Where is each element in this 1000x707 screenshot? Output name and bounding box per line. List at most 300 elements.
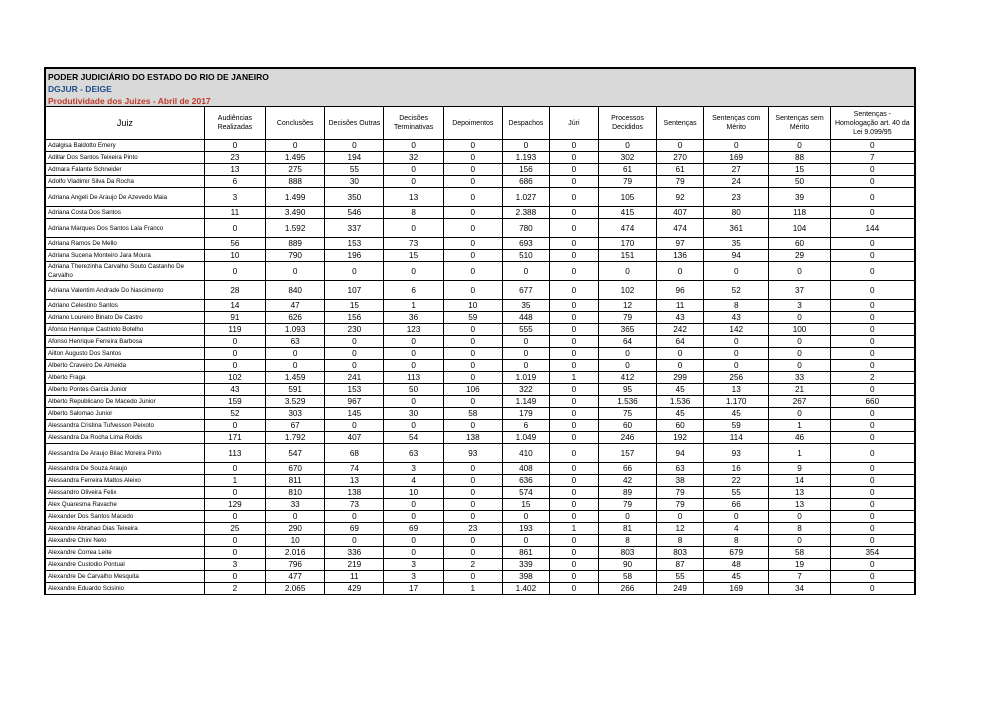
value-cell: 0 [443,219,502,238]
value-cell: 8 [598,535,656,547]
value-cell: 46 [769,432,830,444]
value-cell: 8 [769,523,830,535]
value-cell: 0 [549,188,598,207]
value-cell: 322 [502,384,549,396]
value-cell: 1.592 [266,219,325,238]
value-cell: 63 [384,444,443,463]
column-header: Audiências Realizadas [204,107,265,140]
value-cell: 811 [266,475,325,487]
value-cell: 11 [204,207,265,219]
value-cell: 170 [598,238,656,250]
value-cell: 13 [769,499,830,511]
value-cell: 0 [204,420,265,432]
value-cell: 0 [443,571,502,583]
value-cell: 0 [598,511,656,523]
value-cell: 43 [704,312,769,324]
value-cell: 113 [384,372,443,384]
value-cell: 56 [204,238,265,250]
value-cell: 686 [502,176,549,188]
value-cell: 0 [657,360,704,372]
value-cell: 407 [325,432,384,444]
table-row [45,475,915,487]
value-cell: 11 [325,571,384,583]
value-cell: 2 [830,372,915,384]
value-cell: 142 [704,324,769,336]
value-cell: 415 [598,207,656,219]
value-cell: 151 [598,250,656,262]
value-cell: 55 [704,487,769,499]
value-cell: 0 [769,360,830,372]
value-cell: 30 [384,408,443,420]
value-cell: 0 [325,336,384,348]
value-cell: 0 [769,336,830,348]
judge-name-cell: Adriana Marques Dos Santos Laia Franco [45,219,204,238]
value-cell: 0 [204,348,265,360]
table-row [45,238,915,250]
value-cell: 194 [325,152,384,164]
table-row [45,384,915,396]
value-cell: 13 [204,164,265,176]
table-row [45,219,915,238]
value-cell: 80 [704,207,769,219]
value-cell: 0 [830,408,915,420]
judge-name-cell: Ailton Augusto Dos Santos [45,348,204,360]
value-cell: 23 [443,523,502,535]
value-cell: 106 [443,384,502,396]
value-cell: 136 [657,250,704,262]
value-cell: 2 [204,583,265,595]
value-cell: 61 [598,164,656,176]
judge-name-cell: Adriana Costa Dos Santos [45,207,204,219]
judge-name-cell: Adriana Ramos De Mello [45,238,204,250]
judge-name-cell: Afonso Henrique Ferreira Barbosa [45,336,204,348]
value-cell: 2.388 [502,207,549,219]
value-cell: 0 [830,176,915,188]
judge-name-cell: Adriano Loureiro Binato De Castro [45,312,204,324]
judge-name-cell: Adriana Valentim Andrade Do Nascimento [45,281,204,300]
value-cell: 1 [443,583,502,595]
value-cell: 6 [502,420,549,432]
value-cell: 0 [502,336,549,348]
value-cell: 0 [657,140,704,152]
value-cell: 6 [384,281,443,300]
value-cell: 17 [384,583,443,595]
value-cell: 45 [704,571,769,583]
value-cell: 398 [502,571,549,583]
value-cell: 780 [502,219,549,238]
value-cell: 3 [384,571,443,583]
value-cell: 693 [502,238,549,250]
value-cell: 35 [502,300,549,312]
value-cell: 45 [657,384,704,396]
value-cell: 1.093 [266,324,325,336]
value-cell: 8 [704,300,769,312]
value-cell: 58 [769,547,830,559]
value-cell: 0 [443,250,502,262]
value-cell: 0 [830,523,915,535]
column-header: Sentenças - Homologação art. 40 da Lei 9.099/95 [830,107,915,140]
value-cell: 0 [204,336,265,348]
table-row [45,559,915,571]
value-cell: 66 [598,463,656,475]
value-cell: 0 [384,164,443,176]
value-cell: 19 [769,559,830,571]
value-cell: 0 [549,152,598,164]
table-body [45,140,915,595]
value-cell: 0 [502,348,549,360]
column-header: Decisões Outras [325,107,384,140]
table-row [45,300,915,312]
table-row [45,372,915,384]
value-cell: 0 [502,535,549,547]
value-cell: 410 [502,444,549,463]
value-cell: 8 [384,207,443,219]
value-cell: 0 [443,372,502,384]
value-cell: 73 [325,499,384,511]
value-cell: 0 [204,360,265,372]
value-cell: 299 [657,372,704,384]
value-cell: 0 [830,499,915,511]
value-cell: 0 [830,250,915,262]
value-cell: 1.149 [502,396,549,408]
value-cell: 3.529 [266,396,325,408]
value-cell: 0 [204,463,265,475]
value-cell: 0 [443,152,502,164]
value-cell: 8 [657,535,704,547]
value-cell: 63 [266,336,325,348]
value-cell: 59 [704,420,769,432]
value-cell: 38 [657,475,704,487]
value-cell: 64 [657,336,704,348]
value-cell: 0 [549,444,598,463]
value-cell: 7 [769,571,830,583]
value-cell: 0 [830,336,915,348]
judge-name-cell: Alexander Dos Santos Macedo [45,511,204,523]
value-cell: 34 [769,583,830,595]
value-cell: 0 [549,408,598,420]
value-cell: 100 [769,324,830,336]
value-cell: 39 [769,188,830,207]
value-cell: 0 [443,396,502,408]
value-cell: 1.499 [266,188,325,207]
value-cell: 0 [443,487,502,499]
judge-name-cell: Alessandra Cristina Tufvesson Peixoto [45,420,204,432]
value-cell: 60 [598,420,656,432]
value-cell: 0 [443,511,502,523]
value-cell: 0 [384,547,443,559]
value-cell: 0 [443,324,502,336]
value-cell: 64 [598,336,656,348]
value-cell: 0 [443,547,502,559]
value-cell: 2.065 [266,583,325,595]
value-cell: 636 [502,475,549,487]
value-cell: 0 [443,281,502,300]
value-cell: 246 [598,432,656,444]
value-cell: 336 [325,547,384,559]
value-cell: 0 [502,140,549,152]
value-cell: 0 [549,360,598,372]
value-cell: 1.170 [704,396,769,408]
value-cell: 118 [769,207,830,219]
value-cell: 10 [443,300,502,312]
value-cell: 1.459 [266,372,325,384]
value-cell: 591 [266,384,325,396]
value-cell: 0 [204,571,265,583]
value-cell: 0 [769,348,830,360]
value-cell: 0 [704,140,769,152]
value-cell: 42 [598,475,656,487]
value-cell: 50 [384,384,443,396]
judge-name-cell: Alexandre Eduardo Scisinio [45,583,204,595]
value-cell: 169 [704,583,769,595]
value-cell: 474 [598,219,656,238]
value-cell: 0 [384,396,443,408]
value-cell: 0 [549,511,598,523]
value-cell: 33 [769,372,830,384]
value-cell: 0 [549,207,598,219]
value-cell: 113 [204,444,265,463]
value-cell: 73 [384,238,443,250]
judge-name-cell: Alexandre De Carvalho Mesquita [45,571,204,583]
value-cell: 0 [549,140,598,152]
value-cell: 27 [704,164,769,176]
value-cell: 0 [204,487,265,499]
value-cell: 0 [443,420,502,432]
table-row [45,312,915,324]
value-cell: 256 [704,372,769,384]
value-cell: 97 [657,238,704,250]
value-cell: 93 [443,444,502,463]
value-cell: 219 [325,559,384,571]
value-cell: 15 [502,499,549,511]
value-cell: 23 [204,152,265,164]
value-cell: 0 [549,463,598,475]
value-cell: 37 [769,281,830,300]
value-cell: 474 [657,219,704,238]
value-cell: 0 [704,336,769,348]
value-cell: 79 [598,499,656,511]
judge-name-cell: Adriano Celestino Santos [45,300,204,312]
value-cell: 96 [657,281,704,300]
value-cell: 47 [266,300,325,312]
value-cell: 94 [657,444,704,463]
value-cell: 0 [830,312,915,324]
judge-name-cell: Alessandra De Araujo Bilac Moreira Pinto [45,444,204,463]
value-cell: 58 [598,571,656,583]
column-header: Processos Decididos [598,107,656,140]
value-cell: 153 [325,238,384,250]
value-cell: 32 [384,152,443,164]
value-cell: 79 [657,487,704,499]
judge-name-cell: Adriana Therezinha Carvalho Souto Castanho De Carvalho [45,262,204,281]
value-cell: 626 [266,312,325,324]
value-cell: 60 [769,238,830,250]
value-cell: 94 [704,250,769,262]
value-cell: 0 [657,348,704,360]
value-cell: 1 [769,444,830,463]
table-row [45,511,915,523]
value-cell: 1.536 [598,396,656,408]
value-cell: 123 [384,324,443,336]
value-cell: 69 [384,523,443,535]
value-cell: 0 [204,262,265,281]
value-cell: 670 [266,463,325,475]
value-cell: 0 [443,499,502,511]
value-cell: 0 [549,164,598,176]
value-cell: 81 [598,523,656,535]
value-cell: 0 [443,535,502,547]
value-cell: 171 [204,432,265,444]
value-cell: 0 [443,336,502,348]
value-cell: 11 [657,300,704,312]
value-cell: 52 [204,408,265,420]
value-cell: 0 [657,262,704,281]
table-row [45,140,915,152]
value-cell: 0 [830,188,915,207]
judge-name-cell: Adriana Angeli De Araujo De Azevedo Maia [45,188,204,207]
column-header-row [45,107,915,140]
value-cell: 0 [325,535,384,547]
value-cell: 0 [830,324,915,336]
value-cell: 30 [325,176,384,188]
value-cell: 574 [502,487,549,499]
value-cell: 0 [549,432,598,444]
judge-name-cell: Alberto Salomao Junior [45,408,204,420]
value-cell: 119 [204,324,265,336]
value-cell: 75 [598,408,656,420]
value-cell: 0 [549,300,598,312]
value-cell: 35 [704,238,769,250]
value-cell: 157 [598,444,656,463]
value-cell: 0 [204,511,265,523]
value-cell: 192 [657,432,704,444]
value-cell: 365 [598,324,656,336]
column-header: Sentenças [657,107,704,140]
value-cell: 477 [266,571,325,583]
value-cell: 68 [325,444,384,463]
value-cell: 1 [204,475,265,487]
column-header: Despachos [502,107,549,140]
value-cell: 0 [325,140,384,152]
judge-name-cell: Alberto Republicano De Macedo Junior [45,396,204,408]
value-cell: 45 [704,408,769,420]
value-cell: 546 [325,207,384,219]
value-cell: 93 [704,444,769,463]
value-cell: 79 [657,176,704,188]
value-cell: 354 [830,547,915,559]
value-cell: 0 [325,420,384,432]
value-cell: 0 [830,164,915,176]
value-cell: 0 [384,176,443,188]
value-cell: 0 [549,583,598,595]
value-cell: 25 [204,523,265,535]
value-cell: 79 [657,499,704,511]
judge-name-cell: Alessandro Oliveira Felix [45,487,204,499]
value-cell: 796 [266,559,325,571]
value-cell: 0 [384,360,443,372]
value-cell: 0 [598,360,656,372]
judge-name-cell: Alessandra De Souza Araujo [45,463,204,475]
value-cell: 61 [657,164,704,176]
value-cell: 0 [204,140,265,152]
value-cell: 0 [704,348,769,360]
value-cell: 412 [598,372,656,384]
table-row [45,348,915,360]
value-cell: 0 [549,348,598,360]
value-cell: 79 [598,312,656,324]
value-cell: 302 [598,152,656,164]
judge-name-cell: Alexandre Correa Leite [45,547,204,559]
value-cell: 55 [325,164,384,176]
value-cell: 196 [325,250,384,262]
org-title: PODER JUDICIÁRIO DO ESTADO DO RIO DE JANEIRO [48,72,269,82]
value-cell: 23 [704,188,769,207]
value-cell: 13 [384,188,443,207]
value-cell: 0 [769,535,830,547]
value-cell: 0 [443,207,502,219]
value-cell: 21 [769,384,830,396]
judge-name-cell: Alexandre Chini Neto [45,535,204,547]
value-cell: 90 [598,559,656,571]
value-cell: 89 [598,487,656,499]
value-cell: 13 [769,487,830,499]
value-cell: 1 [384,300,443,312]
table-row [45,444,915,463]
value-cell: 60 [657,420,704,432]
value-cell: 54 [384,432,443,444]
value-cell: 0 [443,475,502,487]
value-cell: 0 [598,262,656,281]
value-cell: 0 [266,140,325,152]
value-cell: 102 [204,372,265,384]
table-row [45,336,915,348]
value-cell: 241 [325,372,384,384]
value-cell: 803 [598,547,656,559]
value-cell: 0 [769,140,830,152]
value-cell: 967 [325,396,384,408]
value-cell: 889 [266,238,325,250]
value-cell: 803 [657,547,704,559]
value-cell: 3 [204,559,265,571]
value-cell: 74 [325,463,384,475]
table-row [45,487,915,499]
value-cell: 0 [384,420,443,432]
value-cell: 0 [830,571,915,583]
value-cell: 10 [204,250,265,262]
value-cell: 0 [830,360,915,372]
value-cell: 0 [443,348,502,360]
value-cell: 15 [384,250,443,262]
value-cell: 510 [502,250,549,262]
value-cell: 6 [204,176,265,188]
value-cell: 69 [325,523,384,535]
value-cell: 0 [266,360,325,372]
value-cell: 28 [204,281,265,300]
value-cell: 29 [769,250,830,262]
table-row [45,499,915,511]
value-cell: 555 [502,324,549,336]
value-cell: 0 [769,312,830,324]
column-header: Decisões Terminativas [384,107,443,140]
value-cell: 0 [830,583,915,595]
value-cell: 0 [384,348,443,360]
judge-name-cell: Adillar Dos Santos Teixeira Pinto [45,152,204,164]
column-header: Juiz [45,107,204,140]
value-cell: 0 [443,262,502,281]
value-cell: 270 [657,152,704,164]
column-header: Depoimentos [443,107,502,140]
value-cell: 0 [598,140,656,152]
